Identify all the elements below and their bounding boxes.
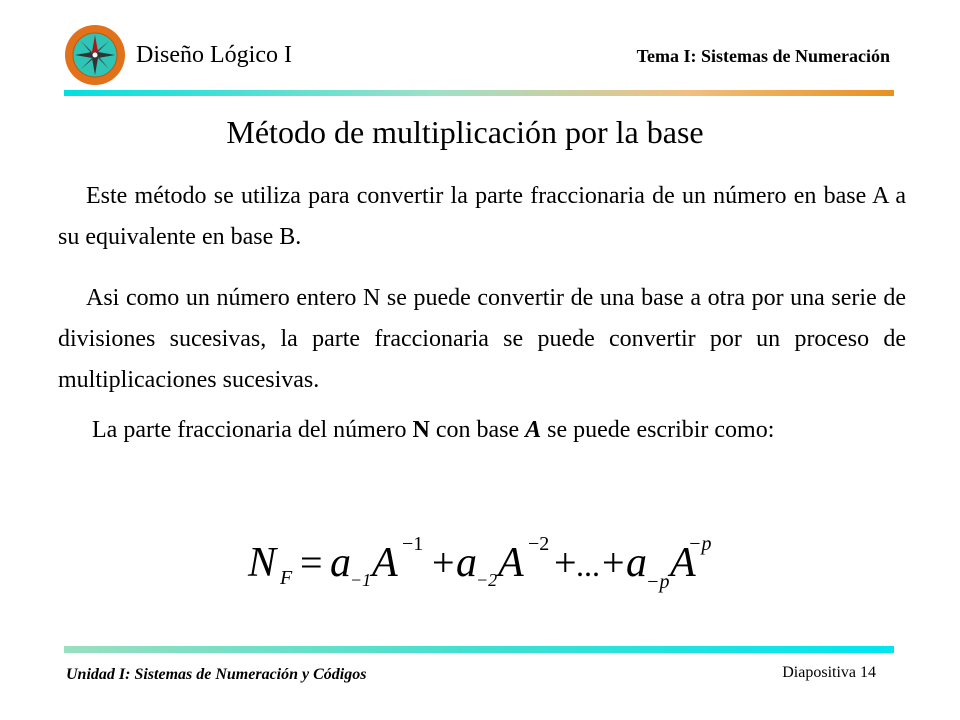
formula-base-p: A [670,540,696,586]
paragraph-3 [64,410,886,451]
slide-number: Diapositiva 14 [782,664,876,681]
variable-n: N [412,417,430,443]
formula-base-2: A [498,540,524,586]
university-seal-icon [64,24,126,86]
formula-exp-1: −1 [402,533,424,555]
paragraph-1 [58,176,906,258]
fraction-expansion-formula [240,518,720,598]
topic-title: Tema I: Sistemas de Numeración [636,46,890,66]
formula-exp-2: −2 [528,533,550,555]
formula-plus-3: + [602,540,625,585]
formula-sub-p: −p [646,571,670,593]
header-divider [64,90,894,96]
paragraph-2-text: Asi como un número entero N se puede convertir de una base a otra por una serie de divisiones sucesivas, la parte fraccionaria se puede convertir por un proceso de multiplicaciones sucesivas. [58,285,906,393]
slide-title: Método de multiplicación por la base [226,114,704,150]
course-title: Diseño Lógico I [136,42,292,68]
formula-coef-1: a [330,540,351,586]
formula-base-1: A [372,540,398,586]
formula-ellipsis: ... [576,547,600,583]
paragraph-3-part-3: se puede escribir como: [541,417,775,443]
variable-a: A [525,417,542,443]
paragraph-3-part-1: La parte fraccionaria del número [92,417,413,443]
unit-title: Unidad I: Sistemas de Numeración y Códigos [66,666,367,683]
paragraph-3-part-2: con base [429,417,526,443]
formula-plus-1: + [432,540,455,585]
formula-exp-p: −p [688,533,712,555]
formula-equals: = [300,540,323,585]
formula-sub-1: −1 [350,570,372,590]
formula-coef-p: a [626,540,647,586]
paragraph-1-text: Este método se utiliza para convertir la parte fraccionaria de un número en base A a su equivalente en base B. [58,183,906,250]
paragraph-3-text [64,410,886,451]
formula-lhs-sub: F [280,567,293,589]
formula-lhs: N [248,540,277,586]
paragraph-2 [58,278,906,401]
footer-divider [64,646,894,653]
formula-coef-2: a [456,540,477,586]
formula-plus-2: + [554,540,577,585]
formula-sub-2: −2 [476,570,498,590]
